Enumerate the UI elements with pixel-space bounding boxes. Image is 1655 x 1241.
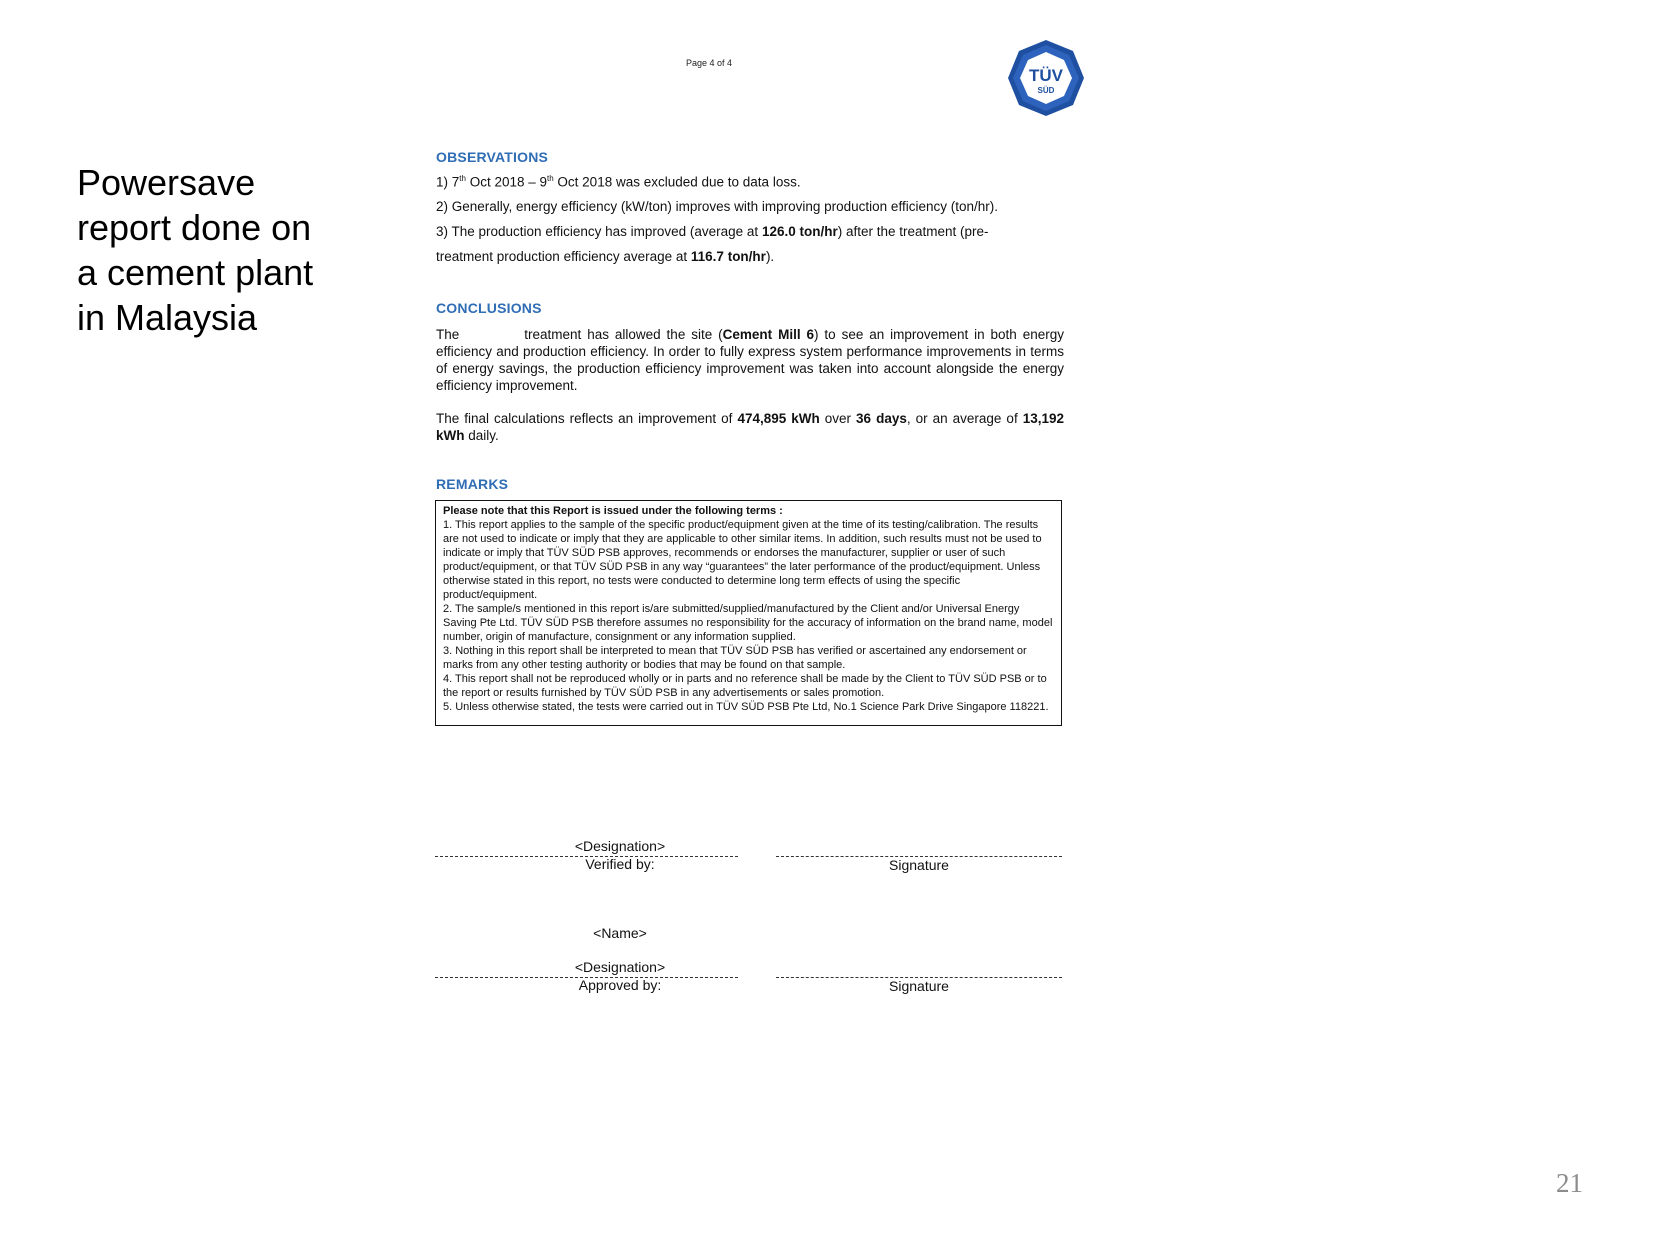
remarks-term: 3. Nothing in this report shall be interpreted to mean that TÜV SÜD PSB has verified or ascertained any endorsement or marks from any other testing authority or bodies that may be found on that sample.	[443, 645, 1027, 671]
verified-designation: <Designation>	[574, 838, 666, 854]
verified-role: Verified by:	[585, 856, 655, 872]
observation-item-2: 2) Generally, energy efficiency (kW/ton) improves with improving production efficiency (ton/hr).	[436, 199, 998, 214]
slide-caption: Powersave report done on a cement plant in Malaysia	[77, 162, 314, 338]
approved-designation: <Designation>	[574, 959, 666, 975]
conclusion-paragraph-2: The final calculations reflects an improvement of 474,895 kWh over 36 days, or an average of 13,192 kWh daily.	[436, 411, 1064, 443]
approved-role: Approved by:	[578, 977, 662, 993]
page-indicator: Page 4 of 4	[686, 58, 733, 68]
remarks-heading: Please note that this Report is issued under the following terms :	[443, 505, 783, 517]
observation-item-3: 3) The production efficiency has improved (average at 126.0 ton/hr) after the treatment (pre-	[436, 224, 989, 239]
tuv-sud-logo	[1006, 38, 1086, 118]
remarks-term: 4. This report shall not be reproduced wholly or in parts and no reference shall be made by the Client to TÜV SÜD PSB or to the report or results furnished by TÜV SÜD PSB in any advertisements or sales promotion.	[443, 673, 1047, 699]
remarks-term: 2. The sample/s mentioned in this report is/are submitted/supplied/manufactured by the Client and/or Universal Energy Saving Pte Ltd. TÜV SÜD PSB therefore assumes no responsibility for the accuracy of information on the brand name, model number, origin of manufacture, consignment or any information supplied.	[443, 603, 1053, 643]
conclusions-title: CONCLUSIONS	[436, 300, 542, 316]
remarks-box	[435, 500, 1062, 726]
logo-text-top: TÜV	[1029, 66, 1063, 85]
observation-item-1: 1) 7th Oct 2018 – 9th Oct 2018 was excluded due to data loss.	[436, 174, 801, 190]
remarks-title: REMARKS	[436, 476, 509, 492]
approved-name: <Name>	[593, 925, 647, 941]
report-page	[430, 30, 1070, 1010]
observations-title: OBSERVATIONS	[436, 149, 549, 165]
observation-item-3-continued: treatment production efficiency average at 116.7 ton/hr).	[436, 249, 775, 264]
remarks-term: 1. This report applies to the sample of the specific product/equipment given at the time of its testing/calibration. The results are not used to indicate or imply that they are applicable to other similar items. In addition, such results must not be used to indicate or imply that TÜV SÜD PSB approves, recommends or endorses the manufacturer, supplier or user of such product/equipment, or that TÜV SÜD PSB in any way “guarantees” the later performance of the product/equipment. Unless otherwise stated in this report, no tests were conducted to determine long term effects of using the specific product/equipment.	[443, 519, 1042, 601]
approved-signature-label: Signature	[889, 978, 949, 994]
conclusion-paragraph-1: The treatment has allowed the site (Cement Mill 6) to see an improvement in both energy efficiency and production efficiency. In order to fully express system performance improvements in terms of energy savings, the production efficiency improvement was taken into account alongside the energy efficiency improvement.	[436, 327, 1068, 393]
logo-text-bottom: SÜD	[1037, 86, 1055, 95]
remarks-term: 5. Unless otherwise stated, the tests were carried out in TÜV SÜD PSB Pte Ltd, No.1 Science Park Drive Singapore 118221.	[443, 701, 1049, 713]
verified-signature-label: Signature	[889, 857, 949, 873]
slide-number: 21	[1556, 1168, 1583, 1198]
